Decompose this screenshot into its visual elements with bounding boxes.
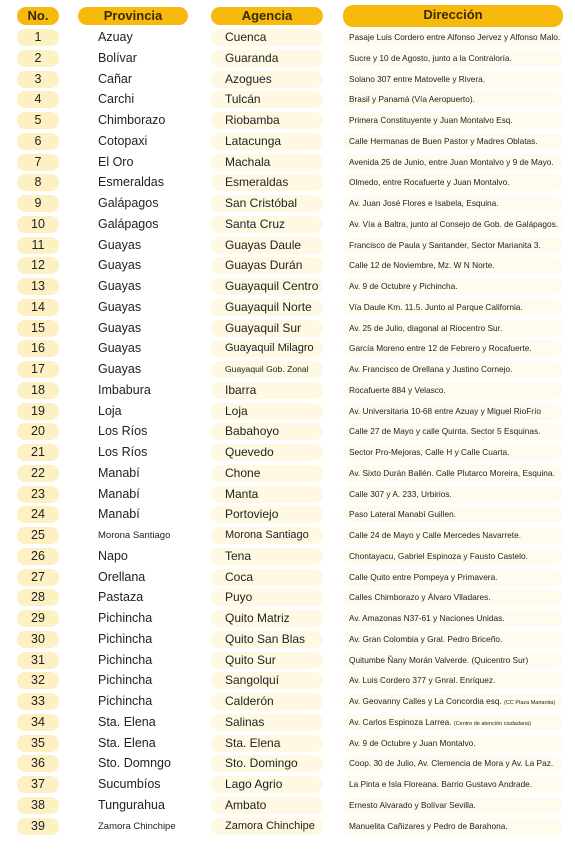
table-row xyxy=(0,69,575,90)
row-agencia: Calderón xyxy=(211,693,323,710)
row-number: 28 xyxy=(17,589,59,606)
row-agencia: Chone xyxy=(211,465,323,482)
direccion-note: (CC Plaza Marianita) xyxy=(504,700,556,706)
row-agencia: Quito Sur xyxy=(211,652,323,669)
table-row xyxy=(0,753,575,774)
row-provincia: Guayas xyxy=(98,279,142,293)
row-provincia: Cotopaxi xyxy=(98,133,148,148)
row-direccion xyxy=(343,320,563,337)
row-provincia: Manabí xyxy=(98,507,140,522)
row-direccion xyxy=(343,797,563,814)
table-row xyxy=(0,587,575,608)
row-agencia: Ibarra xyxy=(211,382,323,399)
table-row xyxy=(0,567,575,588)
row-number: 31 xyxy=(17,652,59,669)
row-number: 12 xyxy=(17,257,59,274)
row-agencia: Guaranda xyxy=(211,50,323,67)
direccion-text: Ernesto Alvarado y Bolívar Sevilla. xyxy=(349,799,476,810)
row-direccion xyxy=(343,735,563,752)
row-agencia: Lago Agrio xyxy=(211,776,323,793)
table-row xyxy=(0,318,575,339)
row-number: 30 xyxy=(17,631,59,648)
direccion-text: Calle 24 de Mayo y Calle Mercedes Navarrete. xyxy=(349,530,522,540)
row-number: 27 xyxy=(17,569,59,586)
table-row xyxy=(0,110,575,131)
direccion-text: Calle 307 y A. 233, Urbirios. xyxy=(349,488,452,499)
row-number: 21 xyxy=(17,444,59,461)
row-direccion xyxy=(343,216,563,233)
row-number: 6 xyxy=(17,133,59,150)
row-provincia: Sto. Domngo xyxy=(98,756,171,771)
row-provincia: Pichincha xyxy=(98,611,153,625)
row-direccion xyxy=(343,486,563,503)
row-direccion xyxy=(343,818,563,835)
row-number: 37 xyxy=(17,776,59,793)
table-row xyxy=(0,670,575,691)
row-direccion xyxy=(343,91,563,108)
row-number: 34 xyxy=(17,714,59,731)
row-number: 16 xyxy=(17,340,59,357)
row-agencia: Coca xyxy=(211,569,323,586)
row-direccion xyxy=(343,112,563,129)
row-direccion xyxy=(343,652,563,669)
row-provincia: Napo xyxy=(98,548,128,563)
row-number: 7 xyxy=(17,154,59,171)
direccion-text: Sector Pro-Mejoras, Calle H y Calle Cuarta. xyxy=(349,447,510,457)
row-agencia: Sta. Elena xyxy=(211,735,323,752)
table-body xyxy=(0,27,575,836)
row-number: 10 xyxy=(17,216,59,233)
direccion-text: Quitumbe Ñany Morán Valverde. (Quicentro Sur) xyxy=(349,654,529,665)
table-row xyxy=(0,504,575,525)
table-row xyxy=(0,816,575,837)
row-agencia: Guayaquil Gob. Zonal xyxy=(211,361,323,378)
row-provincia: Guayas xyxy=(98,258,142,273)
row-number: 17 xyxy=(17,361,59,378)
direccion-text: Av. Vía a Baltra, junto al Consejo de Gob. de Galápagos. xyxy=(349,218,559,229)
direccion-text: Paso Lateral Manabí Guillen. xyxy=(349,509,457,520)
direccion-text: Calles Chimborazo y Álvaro Vlladares. xyxy=(349,592,491,603)
row-direccion xyxy=(343,465,563,482)
row-provincia: Guayas xyxy=(98,237,142,252)
row-number: 9 xyxy=(17,195,59,212)
direccion-text: Av. 9 de Octubre y Juan Montalvo. xyxy=(349,737,476,748)
row-number: 35 xyxy=(17,735,59,752)
direccion-text: Solano 307 entre Matovelle y Rivera. xyxy=(349,73,486,84)
table-row xyxy=(0,712,575,733)
row-agencia: Portoviejo xyxy=(211,506,323,523)
table-row xyxy=(0,795,575,816)
row-agencia: Latacunga xyxy=(211,133,323,150)
row-direccion xyxy=(343,278,563,295)
table-row xyxy=(0,525,575,546)
row-provincia: Sta. Elena xyxy=(98,735,156,750)
table-row xyxy=(0,608,575,629)
row-provincia: Azuay xyxy=(98,30,133,44)
row-provincia: Pichincha xyxy=(98,631,153,646)
direccion-text: Calle 12 de Noviembre, Mz. W N Norte. xyxy=(349,260,495,271)
table-row xyxy=(0,193,575,214)
row-agencia: Manta xyxy=(211,486,323,503)
row-number: 22 xyxy=(17,465,59,482)
row-agencia: Azogues xyxy=(211,71,323,88)
direccion-text: Av. 25 de Julio, diagonal al Riocentro Sur. xyxy=(349,322,503,333)
row-agencia: Guayas Daule xyxy=(211,237,323,254)
row-agencia: Guayaquil Sur xyxy=(211,320,323,337)
row-provincia: Bolívar xyxy=(98,50,137,65)
row-provincia: Guayas xyxy=(98,362,142,376)
row-direccion xyxy=(343,29,563,46)
table-row xyxy=(0,276,575,297)
table-row xyxy=(0,255,575,276)
row-number: 4 xyxy=(17,91,59,108)
direccion-text: Av. Amazonas N37-61 y Naciones Unidas. xyxy=(349,613,505,623)
row-provincia: Cañar xyxy=(98,71,133,86)
row-provincia: Sucumbíos xyxy=(98,777,161,791)
row-direccion xyxy=(343,382,563,399)
row-number: 3 xyxy=(17,71,59,88)
row-provincia: Guayas xyxy=(98,299,142,314)
row-agencia: Esmeraldas xyxy=(211,174,323,191)
table-row xyxy=(0,338,575,359)
direccion-text: Olmedo, entre Rocafuerte y Juan Montalvo. xyxy=(349,177,510,188)
table-row xyxy=(0,484,575,505)
row-number: 13 xyxy=(17,278,59,295)
direccion-text: Av. Luis Cordero 377 y Gnral. Enríquez. xyxy=(349,675,496,686)
row-number: 20 xyxy=(17,423,59,440)
table-row xyxy=(0,463,575,484)
row-number: 32 xyxy=(17,672,59,689)
row-number: 29 xyxy=(17,610,59,627)
row-agencia: Tena xyxy=(211,548,323,565)
row-agencia: Babahoyo xyxy=(211,423,323,440)
table-row xyxy=(0,89,575,110)
row-provincia: Loja xyxy=(98,403,122,418)
row-direccion xyxy=(343,776,563,793)
table-row xyxy=(0,380,575,401)
row-agencia: Ambato xyxy=(211,797,323,814)
direccion-text: Manuelita Cañizares y Pedro de Barahona. xyxy=(349,820,508,831)
row-direccion xyxy=(343,340,563,357)
row-direccion xyxy=(343,257,563,274)
row-number: 8 xyxy=(17,174,59,191)
row-direccion xyxy=(343,361,563,378)
direccion-text: Francisco de Paula y Santander, Sector Marianita 3. xyxy=(349,239,541,250)
direccion-text: Calle Hermanas de Buen Pastor y Madres Oblatas. xyxy=(349,135,538,146)
row-provincia: Imbabura xyxy=(98,382,151,397)
header-no: No. xyxy=(17,7,59,25)
row-provincia: Sta. Elena xyxy=(98,714,156,729)
direccion-text: Av. Geovanny Calles y La Concordia esq. xyxy=(349,696,502,706)
row-agencia: Guayas Durán xyxy=(211,257,323,274)
table-row xyxy=(0,546,575,567)
row-number: 1 xyxy=(17,29,59,46)
row-agencia: Quito San Blas xyxy=(211,631,323,648)
row-agencia: Morona Santiago xyxy=(211,527,323,544)
row-direccion xyxy=(343,403,563,420)
table-row xyxy=(0,442,575,463)
row-direccion xyxy=(343,693,563,710)
row-agencia: Sangolquí xyxy=(211,672,323,689)
direccion-text: Av. Gran Colombia y Gral. Pedro Briceño. xyxy=(349,633,503,644)
row-number: 24 xyxy=(17,506,59,523)
table-row xyxy=(0,27,575,48)
row-direccion xyxy=(343,569,563,586)
row-agencia: Zamora Chinchipe xyxy=(211,818,323,835)
row-provincia: Los Ríos xyxy=(98,445,148,459)
row-agencia: Machala xyxy=(211,154,323,171)
row-provincia: Los Ríos xyxy=(98,424,148,439)
row-provincia: Manabí xyxy=(98,486,140,501)
table-row xyxy=(0,650,575,671)
row-direccion xyxy=(343,672,563,689)
direccion-text: Av. Juan José Flores e Isabela, Esquina. xyxy=(349,198,499,208)
table-row xyxy=(0,172,575,193)
row-agencia: Puyo xyxy=(211,589,323,606)
direccion-text: Sucre y 10 de Agosto, junto a la Contraloría. xyxy=(349,52,512,63)
row-agencia: Guayaquil Centro xyxy=(211,278,323,295)
row-number: 26 xyxy=(17,548,59,565)
row-number: 15 xyxy=(17,320,59,337)
row-agencia: Sto. Domingo xyxy=(211,755,323,772)
row-provincia: Guayas xyxy=(98,341,142,356)
direccion-note: (Centro de atención ciudadana) xyxy=(453,720,531,727)
table-row xyxy=(0,774,575,795)
row-agencia: Santa Cruz xyxy=(211,216,323,233)
table-row xyxy=(0,214,575,235)
row-direccion xyxy=(343,444,563,461)
row-number: 14 xyxy=(17,299,59,316)
table-row xyxy=(0,235,575,256)
row-provincia: El Oro xyxy=(98,154,134,169)
direccion-text: Primera Constituyente y Juan Montalvo Esq. xyxy=(349,115,513,125)
row-provincia: Manabí xyxy=(98,465,140,480)
row-number: 23 xyxy=(17,486,59,503)
row-number: 38 xyxy=(17,797,59,814)
row-agencia: Cuenca xyxy=(211,29,323,46)
direccion-text: García Moreno entre 12 de Febrero y Rocafuerte. xyxy=(349,343,532,354)
row-agencia: Riobamba xyxy=(211,112,323,129)
row-direccion xyxy=(343,610,563,627)
row-agencia: San Cristóbal xyxy=(211,195,323,212)
table-header xyxy=(0,7,575,26)
row-direccion xyxy=(343,71,563,88)
direccion-text: Av. Francisco de Orellana y Justino Cornejo. xyxy=(349,364,513,374)
row-provincia: Carchi xyxy=(98,92,135,107)
row-number: 33 xyxy=(17,693,59,710)
row-direccion xyxy=(343,423,563,440)
row-provincia: Pichincha xyxy=(98,694,153,708)
table-row xyxy=(0,421,575,442)
row-direccion xyxy=(343,527,563,544)
direccion-text: Coop. 30 de Julio, Av. Clemencia de Mora y Av. La Paz. xyxy=(349,758,554,769)
table-row xyxy=(0,152,575,173)
row-direccion xyxy=(343,548,563,565)
table-row xyxy=(0,297,575,318)
direccion-text: Pasaje Luis Cordero entre Alfonso Jervez y Alfonso Malo. xyxy=(349,32,561,42)
row-provincia: Galápagos xyxy=(98,196,159,210)
table-row xyxy=(0,629,575,650)
row-direccion xyxy=(343,755,563,772)
row-agencia: Guayaquil Milagro xyxy=(211,340,323,357)
row-direccion xyxy=(343,237,563,254)
table-row xyxy=(0,359,575,380)
row-number: 5 xyxy=(17,112,59,129)
row-direccion xyxy=(343,174,563,191)
direccion-text: Brasil y Panamá (Vía Aeropuerto). xyxy=(349,94,475,105)
direccion-text: Av. Carlos Espinoza Larrea. xyxy=(349,716,452,727)
row-direccion xyxy=(343,299,563,316)
direccion-text: Calle Quito entre Pompeya y Primavera. xyxy=(349,571,498,582)
row-number: 25 xyxy=(17,527,59,544)
table-row xyxy=(0,691,575,712)
row-provincia: Orellana xyxy=(98,569,146,584)
row-number: 36 xyxy=(17,755,59,772)
row-agencia: Loja xyxy=(211,403,323,420)
direccion-text: Rocafuerte 884 y Velasco. xyxy=(349,384,446,395)
direccion-text: Vía Daule Km. 11.5. Junto al Parque California. xyxy=(349,301,523,312)
row-direccion xyxy=(343,154,563,171)
row-agencia: Salinas xyxy=(211,714,323,731)
row-provincia: Guayas xyxy=(98,320,142,335)
direccion-text: Calle 27 de Mayo y calle Quinta. Sector 5 Esquinas. xyxy=(349,426,541,437)
direccion-text: Av. Sixto Durán Ballén. Calle Plutarco Moreira, Esquina. xyxy=(349,467,555,478)
row-direccion xyxy=(343,133,563,150)
row-number: 19 xyxy=(17,403,59,420)
direccion-text: Av. Universitaria 10-68 entre Azuay y Miguel RioFrío xyxy=(349,405,541,416)
row-agencia: Guayaquil Norte xyxy=(211,299,323,316)
row-agencia: Tulcán xyxy=(211,91,323,108)
row-provincia: Esmeraldas xyxy=(98,175,164,190)
row-provincia: Morona Santiago xyxy=(98,530,171,541)
row-provincia: Pichincha xyxy=(98,673,153,688)
row-agencia: Quevedo xyxy=(211,444,323,461)
row-provincia: Zamora Chinchipe xyxy=(98,820,176,832)
direccion-text: Chontayacu, Gabriel Espinoza y Fausto Castelo. xyxy=(349,550,528,561)
row-agencia: Quito Matriz xyxy=(211,610,323,627)
row-direccion xyxy=(343,195,563,212)
table-row xyxy=(0,401,575,422)
row-number: 39 xyxy=(17,818,59,835)
header-provincia: Provincia xyxy=(78,7,188,25)
row-provincia: Pastaza xyxy=(98,590,144,605)
row-direccion xyxy=(343,589,563,606)
row-number: 2 xyxy=(17,50,59,67)
row-provincia: Tungurahua xyxy=(98,797,165,812)
row-direccion xyxy=(343,50,563,67)
direccion-text: Av. 9 de Octubre y Pichincha. xyxy=(349,281,458,291)
header-direccion: Dirección xyxy=(343,5,563,27)
row-direccion xyxy=(343,714,563,731)
table-row xyxy=(0,131,575,152)
row-number: 18 xyxy=(17,382,59,399)
row-direccion xyxy=(343,506,563,523)
table-row xyxy=(0,733,575,754)
direccion-text: Avenida 25 de Junio, entre Juan Montalvo y 9 de Mayo. xyxy=(349,156,554,167)
row-number: 11 xyxy=(17,237,59,254)
header-agencia: Agencia xyxy=(211,7,323,25)
row-provincia: Pichincha xyxy=(98,652,153,667)
row-direccion xyxy=(343,631,563,648)
row-provincia: Galápagos xyxy=(98,216,159,231)
row-provincia: Chimborazo xyxy=(98,113,166,127)
table-row xyxy=(0,48,575,69)
direccion-text: La Pinta e Isla Floreana. Barrio Gustavo Andrade. xyxy=(349,779,533,789)
